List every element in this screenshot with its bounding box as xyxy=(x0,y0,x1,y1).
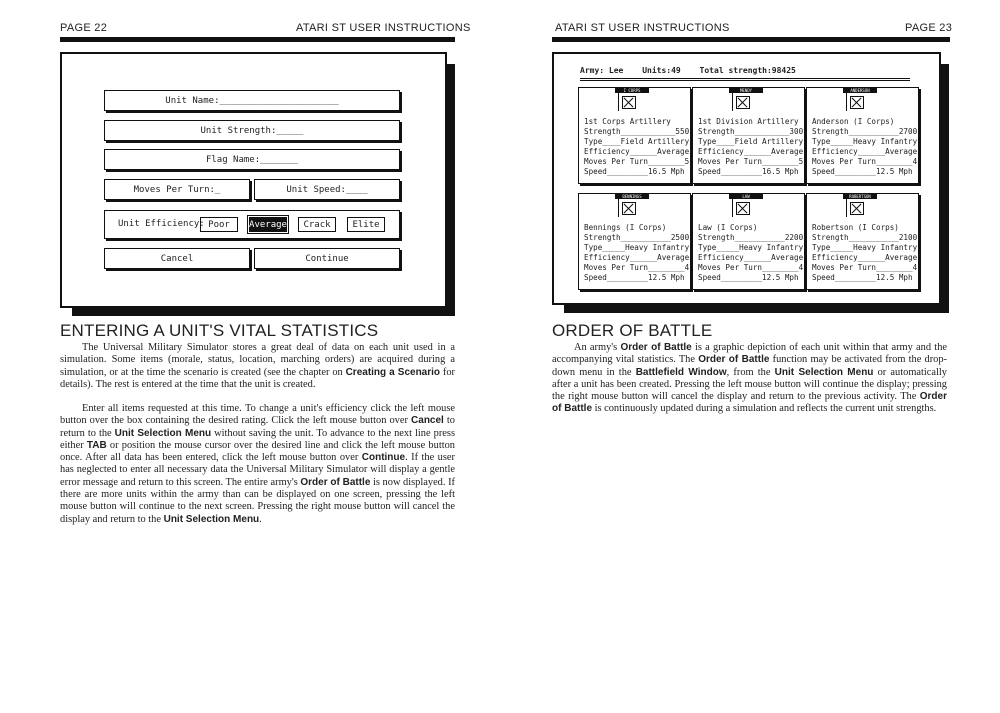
unit-efficiency: Efficiency______Average xyxy=(812,147,918,156)
para2-text-a: Enter all items requested at this time. To change a unit's efficiency click the left mouse button over the box containing the desired rating. Click the left mouse button over xyxy=(60,403,455,427)
unit-card[interactable] xyxy=(692,87,805,184)
flagpole xyxy=(618,93,619,111)
header-rule-left xyxy=(60,37,455,42)
unit-speed: Speed_________12.5 Mph xyxy=(812,167,913,176)
right-paragraph xyxy=(552,342,947,416)
cancel-button[interactable] xyxy=(104,248,250,269)
unit-name: Anderson (I Corps) xyxy=(812,117,895,126)
rpara-text-e: or automatically after a unit has been created. Pressing the left mouse button will continue the display; pressing the right mouse button will cancel the display and return to the previous activity. The xyxy=(552,366,947,403)
header-title-right: ATARI ST USER INSTRUCTIONS xyxy=(555,22,730,34)
rpara-bold-order-battle: Order of Battle xyxy=(620,342,692,353)
para2-text-f: is now displayed. If there are more units within the army than can be displayed on one screen, pressing the left mouse button will continue to the next screen. Pressing the right mouse button will cancel the display and return to the xyxy=(60,476,455,525)
unit-type: Type_____Heavy Infantry xyxy=(584,243,690,252)
page-number-left: PAGE 22 xyxy=(60,22,108,34)
unit-name-field[interactable] xyxy=(104,90,400,111)
unit-flag: ANDERSON xyxy=(843,88,877,93)
unit-strength: Strength____________550 xyxy=(584,127,690,136)
unit-card[interactable] xyxy=(806,87,919,184)
unit-card[interactable] xyxy=(578,193,691,290)
unit-strength: Strength____________300 xyxy=(698,127,804,136)
continue-button[interactable] xyxy=(254,248,400,269)
page-number-right: PAGE 23 xyxy=(905,22,953,34)
efficiency-poor-button[interactable]: Poor xyxy=(200,217,238,232)
flag-emblem-icon xyxy=(850,202,864,215)
rpara-text-f: is continuously updated during a simulation and reflects the current unit strengths. xyxy=(592,403,937,415)
flag-emblem-icon xyxy=(622,96,636,109)
flagpole xyxy=(732,93,733,111)
total-strength: Total strength:98425 xyxy=(699,66,796,75)
efficiency-average-button[interactable]: Average xyxy=(249,217,287,232)
para2-bold-cancel: Cancel xyxy=(411,415,444,427)
unit-type: Type____Field Artillery xyxy=(698,137,804,146)
rpara-bold-order-battle-3: Order of Battle xyxy=(552,391,947,415)
flag-emblem-icon xyxy=(736,202,750,215)
unit-strength: Strength___________2100 xyxy=(812,233,918,242)
continue-label: Continue xyxy=(305,253,349,264)
para2-bold-order-battle: Order of Battle xyxy=(300,476,371,488)
para1-text-b: for details). The rest is entered at the time that the unit is created. xyxy=(60,366,456,390)
unit-moves: Moves Per Turn________4 xyxy=(812,263,918,272)
units-count: Units:49 xyxy=(642,66,681,75)
header-rule-right xyxy=(552,37,950,42)
unit-speed: Speed_________12.5 Mph xyxy=(584,273,685,282)
unit-flag: ROBERTSON xyxy=(843,194,877,199)
left-paragraph-1 xyxy=(60,342,455,391)
unit-efficiency: Efficiency______Average xyxy=(584,253,690,262)
order-of-battle-topbar xyxy=(580,66,796,75)
unit-strength-text: Unit Strength:_____ xyxy=(200,125,304,136)
unit-type: Type_____Heavy Infantry xyxy=(812,137,918,146)
para2-bold-unit-selection-2: Unit Selection Menu xyxy=(163,513,260,525)
unit-type: Type____Field Artillery xyxy=(584,137,690,146)
unit-card[interactable] xyxy=(692,193,805,290)
unit-name: 1st Division Artillery xyxy=(698,117,799,126)
unit-strength: Strength___________2200 xyxy=(698,233,804,242)
unit-name: Bennings (I Corps) xyxy=(584,223,667,232)
flagpole xyxy=(846,93,847,111)
unit-moves: Moves Per Turn________4 xyxy=(812,157,918,166)
flagpole xyxy=(732,199,733,217)
rpara-text-b: is a graphic depiction of each unit within that army and the accompanying vital statistics. The xyxy=(552,342,947,366)
unit-type: Type_____Heavy Infantry xyxy=(812,243,918,252)
flag-name-text: Flag Name:_______ xyxy=(205,154,299,165)
unit-flag: BENNINGS xyxy=(615,194,649,199)
unit-name-text: Unit Name:______________________ xyxy=(165,95,339,106)
unit-flag: I CORPS xyxy=(615,88,649,93)
unit-type: Type_____Heavy Infantry xyxy=(698,243,804,252)
rpara-bold-order-battle-2: Order of Battle xyxy=(698,354,770,366)
para2-text-b: to return to the xyxy=(60,415,455,439)
unit-moves: Moves Per Turn________5 xyxy=(584,157,690,166)
rpara-bold-battlefield-window: Battlefield Window xyxy=(635,366,727,378)
left-paragraph-2 xyxy=(60,403,455,526)
unit-efficiency-label: Unit Efficiency: xyxy=(118,219,205,229)
para2-bold-continue: Continue xyxy=(361,452,406,464)
unit-strength: Strength___________2500 xyxy=(584,233,690,242)
unit-efficiency: Efficiency______Average xyxy=(698,253,804,262)
para2-bold-tab: TAB xyxy=(86,439,107,451)
para2-text-c: without saving the unit. To advance to the next line press either xyxy=(60,427,455,451)
unit-moves: Moves Per Turn________4 xyxy=(584,263,690,272)
para2-text-g: . xyxy=(259,513,262,525)
para2-text-e: . If the user has neglected to enter all necessary data the Universal Military Simulator will display a gentle error message and return to this screen. The entire army's xyxy=(60,452,455,488)
unit-card[interactable] xyxy=(806,193,919,290)
unit-name: Robertson (I Corps) xyxy=(812,223,899,232)
unit-moves: Moves Per Turn________4 xyxy=(698,263,804,272)
para1-bold-creating-scenario: Creating a Scenario xyxy=(345,366,441,378)
flagpole xyxy=(618,199,619,217)
flag-emblem-icon xyxy=(622,202,636,215)
left-page-heading: ENTERING A UNIT'S VITAL STATISTICS xyxy=(60,321,379,340)
army-name: Army: Lee xyxy=(580,66,624,75)
unit-name: Law (I Corps) xyxy=(698,223,758,232)
unit-flag: MENDY xyxy=(729,88,763,93)
unit-speed: Speed_________16.5 Mph xyxy=(584,167,685,176)
unit-speed-text: Unit Speed:____ xyxy=(286,184,368,195)
unit-speed: Speed_________12.5 Mph xyxy=(698,273,799,282)
unit-speed: Speed_________16.5 Mph xyxy=(698,167,799,176)
unit-card[interactable] xyxy=(578,87,691,184)
unit-moves: Moves Per Turn________5 xyxy=(698,157,804,166)
unit-efficiency: Efficiency______Average xyxy=(812,253,918,262)
flagpole xyxy=(846,199,847,217)
efficiency-elite-button[interactable]: Elite xyxy=(347,217,385,232)
flag-name-field[interactable] xyxy=(104,149,400,170)
unit-efficiency: Efficiency______Average xyxy=(584,147,690,156)
header-title-left: ATARI ST USER INSTRUCTIONS xyxy=(296,22,471,34)
flag-emblem-icon xyxy=(736,96,750,109)
rpara-bold-unit-selection: Unit Selection Menu xyxy=(774,366,874,378)
unit-strength-field[interactable] xyxy=(104,120,400,141)
para2-text-d: or position the mouse cursor over the desired line and click the left mouse button once. After all data has been entered, click the left mouse button over xyxy=(60,439,455,464)
unit-strength: Strength___________2700 xyxy=(812,127,918,136)
unit-speed-field[interactable] xyxy=(254,179,400,200)
order-of-battle-screenshot xyxy=(552,52,941,305)
para1-text-a: The Universal Military Simulator stores a great deal of data on each unit used in a simulation. Some items (morale, status, location, marching orders) are acquired during a simulation, or at the time the scenario is created (see the chapter on xyxy=(60,342,455,378)
rpara-text-d: , from the xyxy=(726,366,775,378)
moves-per-turn-field[interactable] xyxy=(104,179,250,200)
unit-efficiency-row xyxy=(104,210,400,239)
rpara-text-c: function may be activated from the drop-down menu in the xyxy=(552,354,948,378)
efficiency-crack-button[interactable]: Crack xyxy=(298,217,336,232)
unit-speed: Speed_________12.5 Mph xyxy=(812,273,913,282)
unit-efficiency: Efficiency______Average xyxy=(698,147,804,156)
unit-entry-screenshot xyxy=(60,52,447,308)
rpara-text-a: An army's xyxy=(574,342,621,353)
flag-emblem-icon xyxy=(850,96,864,109)
topbar-rule-2 xyxy=(580,80,910,81)
right-page-heading: ORDER OF BATTLE xyxy=(552,321,713,340)
unit-flag: LAW xyxy=(729,194,763,199)
cancel-label: Cancel xyxy=(160,253,194,264)
moves-per-turn-text: Moves Per Turn:_ xyxy=(133,184,221,195)
para2-bold-unit-selection: Unit Selection Menu xyxy=(114,427,212,439)
unit-name: 1st Corps Artillery xyxy=(584,117,671,126)
topbar-rule xyxy=(580,78,910,79)
